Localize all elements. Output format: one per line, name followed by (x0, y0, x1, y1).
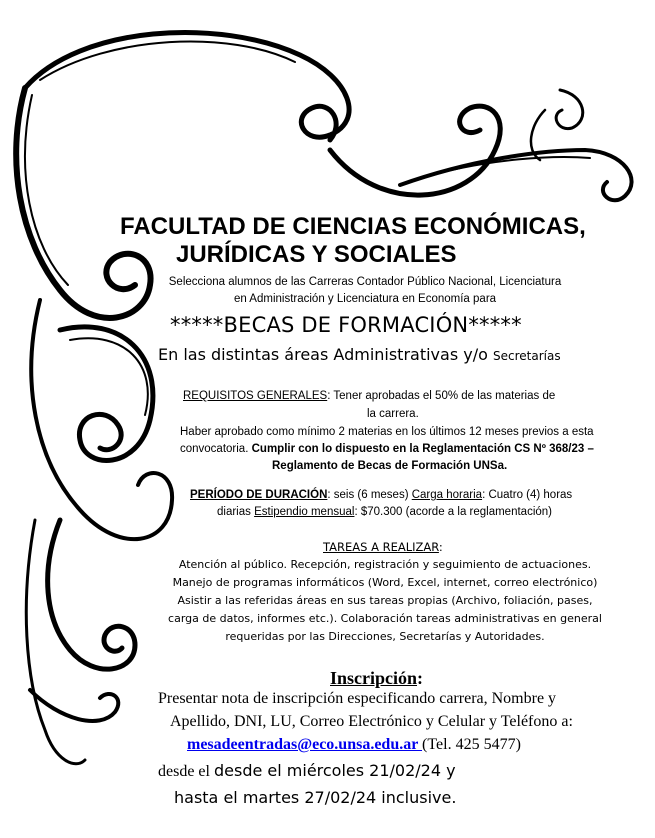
areas-tail: Secretarías (493, 349, 561, 363)
flourish-top-arc-thin (40, 41, 295, 80)
flourish-lower-loop (48, 520, 135, 669)
flourish-left-spine (16, 88, 150, 318)
tareas-line: requeridas por las Direcciones, Secretarías y Autoridades. (225, 630, 545, 643)
desde-fecha: desde el miércoles 21/02/24 y (213, 761, 456, 780)
tareas-colon: : (438, 540, 443, 554)
contact-line (187, 736, 521, 754)
tareas-label: TAREAS A REALIZAR (323, 540, 439, 554)
periodo-line1 (190, 489, 572, 501)
requisitos-convocatoria: convocatoria. (180, 443, 252, 455)
areas-main: En las distintas áreas Administrativas y/o (158, 345, 488, 364)
periodo-label: PERÍODO DE DURACIÓN (190, 489, 328, 501)
flourish-right-wave-thin (420, 157, 590, 178)
tareas-line: carga de datos, informes etc.). Colaboración tareas administrativas en general (168, 612, 602, 625)
inscripcion-label: Inscripción (330, 668, 418, 688)
estipendio-label: Estipendio mensual (254, 506, 355, 518)
hasta-line: hasta el martes 27/02/24 inclusive. (174, 788, 457, 807)
areas-line (158, 345, 561, 364)
tareas-line: Asistir a las referidas áreas en sus tareas propias (Archivo, foliación, pases, (177, 594, 593, 607)
requisitos-text1: Tener aprobadas el 50% de las materias de (330, 390, 556, 402)
flourish-top-arc (25, 32, 349, 140)
inscripcion-colon: : (417, 668, 424, 688)
periodo-text4: : $70.300 (acorde a la reglamentación) (354, 506, 552, 518)
requisitos-line3: Haber aprobado como mínimo 2 materias en los últimos 12 meses previos a esta (180, 426, 594, 438)
becas-heading: *****BECAS DE FORMACIÓN***** (170, 313, 522, 337)
tareas-heading (323, 540, 443, 554)
email-link[interactable]: mesadeentradas@eco.unsa.edu.ar (187, 736, 423, 753)
requisitos-line1 (183, 390, 555, 402)
inscripcion-line1: Presentar nota de inscripción especificando carrera, Nombre y (158, 690, 557, 707)
inscripcion-line2: Apellido, DNI, LU, Correo Electrónico y Celular y Teléfono a: (170, 713, 573, 730)
flourish-left-spine-thin (25, 95, 68, 285)
requisitos-label: REQUISITOS GENERALES (183, 390, 328, 402)
page-title-line2: JURÍDICAS Y SOCIALES (176, 241, 457, 268)
intro-line2: en Administración y Licenciatura en Economía para (233, 293, 497, 305)
requisitos-colon: : (327, 390, 331, 402)
periodo-line2 (217, 506, 552, 518)
inscripcion-heading (330, 668, 423, 689)
requisitos-line5: Reglamento de Becas de Formación UNSa. (272, 460, 508, 472)
desde-prefix: desde el (158, 763, 214, 780)
flourish-bottom-loop (30, 690, 118, 721)
requisitos-line2: la carrera. (367, 408, 419, 420)
periodo-text2: : Cuatro (4) horas (482, 489, 573, 501)
requisitos-line4 (180, 443, 594, 455)
periodo-text1: : seis (6 meses) (327, 489, 412, 501)
periodo-text3: diarias (217, 506, 255, 518)
flourish-hook (556, 90, 583, 129)
flourish-bottom-tail (26, 520, 85, 764)
flourish-mid-loop (60, 327, 153, 461)
telefono: (Tel. 425 5477) (422, 736, 521, 753)
desde-line (158, 761, 456, 781)
intro-line1: Selecciona alumnos de las Carreras Contador Público Nacional, Licenciatura (168, 276, 562, 288)
carga-horaria-label: Carga horaria (411, 489, 483, 501)
tareas-line: Manejo de programas informáticos (Word, Excel, internet, correo electrónico) (172, 576, 598, 589)
tareas-line: Atención al público. Recepción, registración y seguimiento de actuaciones. (178, 558, 592, 571)
requisitos-reglamentacion: Cumplir con lo dispuesto en la Reglamentación CS Nº 368/23 – (251, 443, 594, 455)
page-title-line1: FACULTAD DE CIENCIAS ECONÓMICAS, (120, 213, 586, 240)
